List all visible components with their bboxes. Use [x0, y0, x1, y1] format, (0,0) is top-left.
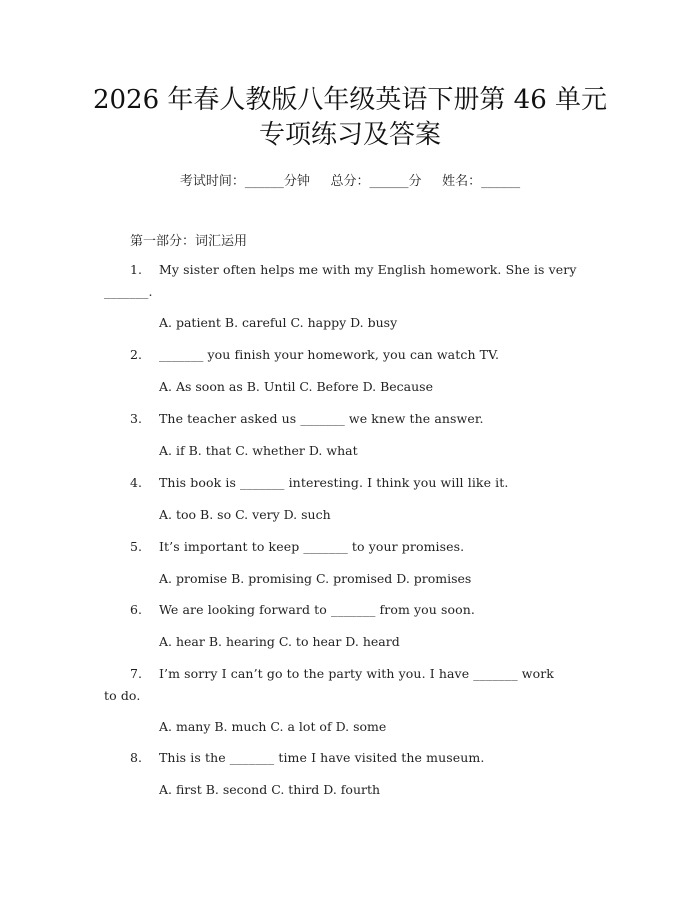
question-options: A. promise B. promising C. promised D. promises: [159, 571, 472, 586]
question-number: 1.: [130, 262, 142, 277]
question-options: A. first B. second C. third D. fourth: [159, 782, 381, 797]
question-number: 3.: [130, 411, 142, 426]
question-options: A. if B. that C. whether D. what: [159, 443, 358, 458]
question-number: 8.: [130, 750, 142, 765]
question-text-continued: _______.: [104, 284, 153, 299]
question-number: 2.: [130, 347, 142, 362]
question-text: We are looking forward to _______ from you soon.: [159, 602, 475, 617]
question-options: A. As soon as B. Until C. Before D. Because: [159, 379, 433, 394]
question-text: The teacher asked us _______ we knew the answer.: [159, 411, 484, 426]
exam-info-line: 考试时间：______分钟 总分：______分 姓名：______: [179, 174, 521, 189]
question-number: 6.: [130, 602, 142, 617]
document-title-line2: 专项练习及答案: [258, 120, 441, 150]
question-text: This book is _______ interesting. I think you will like it.: [159, 475, 509, 490]
question-text: I’m sorry I can’t go to the party with you. I have _______ work: [159, 666, 554, 681]
question-options: A. hear B. hearing C. to hear D. heard: [159, 634, 400, 649]
question-text: It’s important to keep _______ to your promises.: [159, 539, 465, 554]
question-number: 5.: [130, 539, 142, 554]
question-text: My sister often helps me with my English homework. She is very: [159, 262, 577, 277]
question-text-continued: to do.: [104, 688, 141, 703]
question-text: This is the _______ time I have visited the museum.: [159, 750, 485, 765]
question-text: _______ you finish your homework, you can watch TV.: [159, 347, 500, 362]
document-title-line1: 2026 年春人教版八年级英语下册第 46 单元: [92, 85, 608, 115]
question-number: 7.: [130, 666, 142, 681]
question-options: A. patient B. careful C. happy D. busy: [159, 315, 398, 330]
question-options: A. many B. much C. a lot of D. some: [159, 719, 387, 734]
question-options: A. too B. so C. very D. such: [159, 507, 331, 522]
question-number: 4.: [130, 475, 142, 490]
section-heading: 第一部分：词汇运用: [130, 234, 248, 249]
